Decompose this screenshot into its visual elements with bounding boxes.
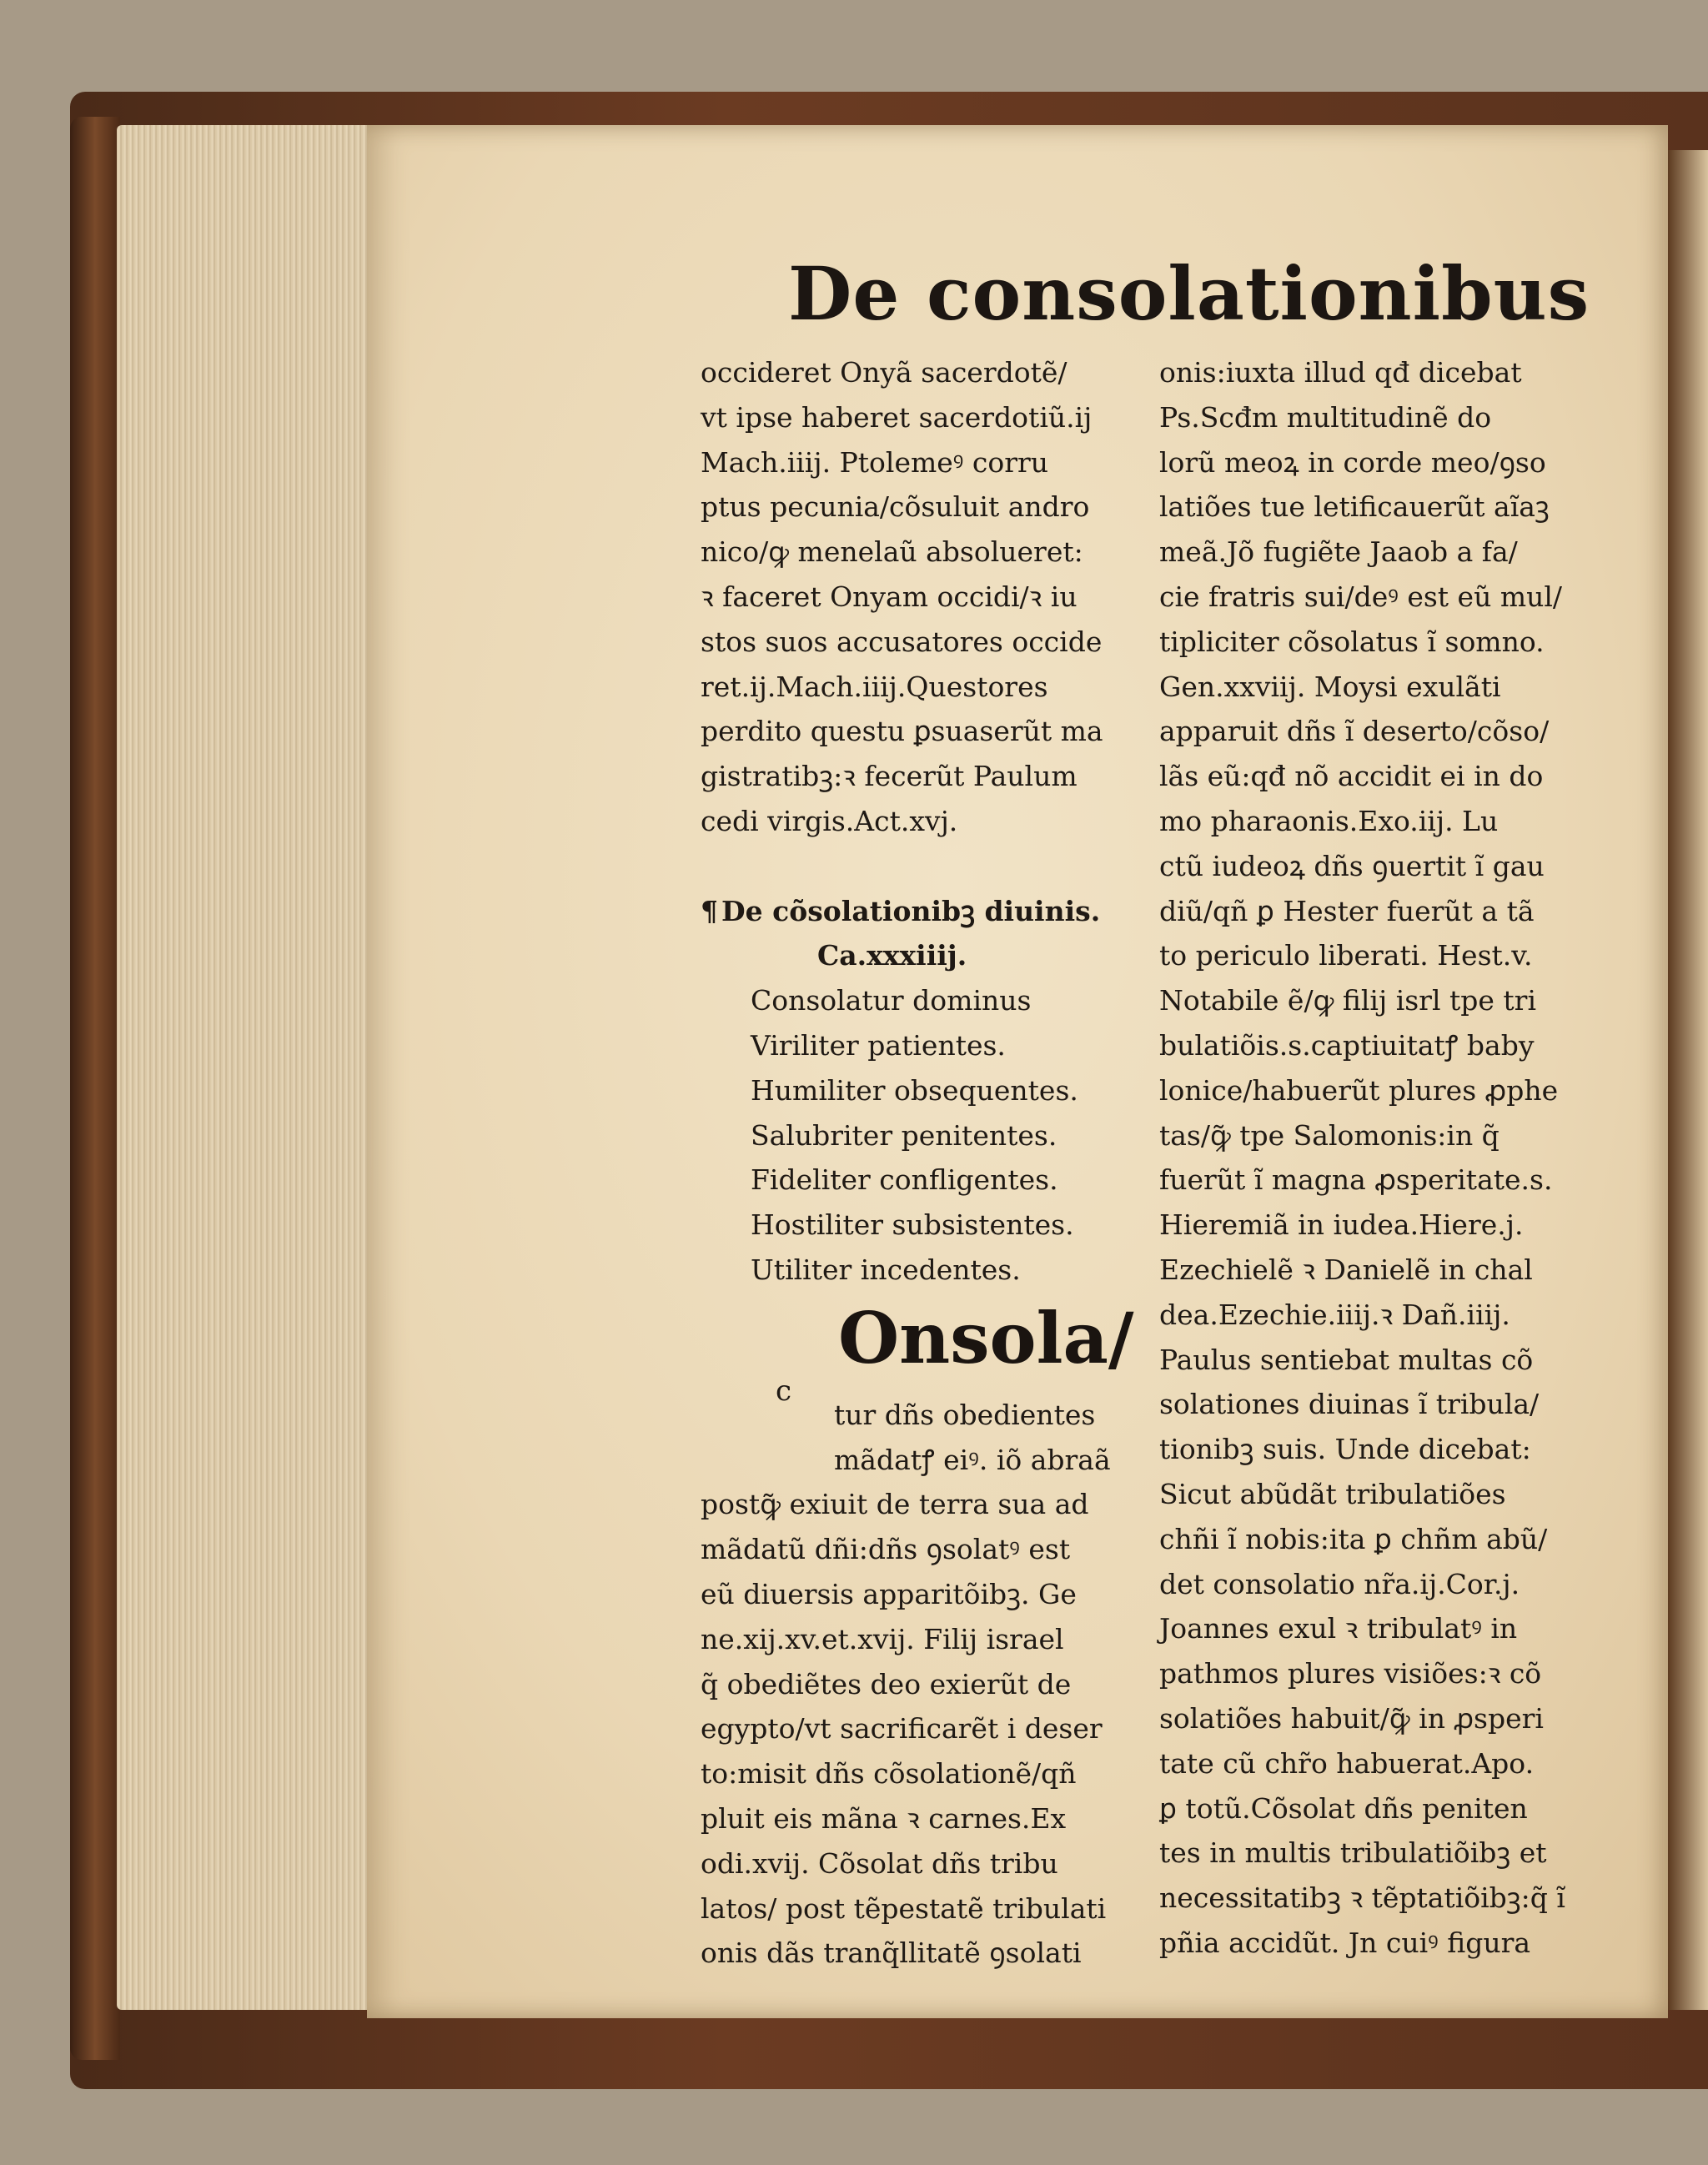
text-line: lorũ meoꝝ in corde meo/ꝯso <box>1159 445 1546 479</box>
text-line: Mach.iiij. Ptolemeꝰ corru <box>701 445 1049 479</box>
text-line: q̃ obediẽtes deo exierũt de <box>701 1667 1072 1700</box>
text-line: tes in multis tribulatiõibꝫ et <box>1159 1836 1547 1870</box>
right-column-lines <box>1159 350 1593 1966</box>
left-top-lines <box>701 350 1134 844</box>
guide-letter: c <box>776 1374 792 1408</box>
text-line: ꝛ faceret Onyam occidi/ꝛ iu <box>701 580 1078 613</box>
text-line: dea.Ezechie.iiij.ꝛ Dañ.iiij. <box>1159 1298 1510 1331</box>
list-item: Viriliter patientes. <box>751 1028 1006 1062</box>
list-item: Fideliter confligentes. <box>751 1163 1058 1197</box>
text-line: pñia accidũt. Jn cuiꝰ figura <box>1159 1926 1531 1959</box>
right-column <box>1159 350 1593 1966</box>
text-line: mo pharaonis.Exo.iij. Lu <box>1159 804 1499 837</box>
text-line: to periculo liberati. Hest.v. <box>1159 939 1533 972</box>
text-line: tionibꝫ suis. Unde dicebat: <box>1159 1433 1531 1466</box>
text-line: Ps.Scđm multitudinẽ do <box>1159 400 1492 434</box>
text-line: to:misit dñs cõsolationẽ/qñ <box>701 1757 1077 1791</box>
text-line: pluit eis mãna ꝛ carnes.Ex <box>701 1801 1067 1835</box>
text-line: Hieremiã in iudea.Hiere.j. <box>1159 1208 1524 1242</box>
text-line: occideret Onyã sacerdotẽ/ <box>701 356 1068 389</box>
text-line: egypto/vt sacrificarẽt i deser <box>701 1712 1103 1746</box>
text-line: bulatiõis.s.captiuitatꝭ baby <box>1159 1028 1535 1062</box>
text-line: eũ diuersis apparitõibꝫ. Ge <box>701 1577 1077 1610</box>
left-bottom-lines <box>701 1482 1134 1976</box>
text-line: Joannes exul ꝛ tribulatꝰ in <box>1159 1612 1518 1645</box>
text-line: postꝙ̃ exiuit de terra sua ad <box>701 1488 1089 1521</box>
list-intro: Consolatur dominus <box>751 984 1032 1017</box>
text-line: cedi virgis.Act.xvj. <box>701 804 958 837</box>
text-line: tur dñs obedientes <box>834 1398 1096 1431</box>
text-line: ctũ iudeoꝝ dñs ꝯuertit ĩ gau <box>1159 849 1545 882</box>
text-line: necessitatibꝫ ꝛ tẽptatiõibꝫ:q̃ ĩ <box>1159 1881 1565 1915</box>
text-line: mãdatꝭ eiꝰ. iõ abraã <box>834 1443 1111 1476</box>
text-line: ne.xij.xv.et.xvij. Filij israel <box>701 1622 1064 1655</box>
text-line: ret.ij.Mach.iiij.Questores <box>701 670 1048 703</box>
text-line: apparuit dñs ĩ deserto/cõso/ <box>1159 715 1550 748</box>
text-line: Gen.xxviij. Moysi exulãti <box>1159 670 1501 703</box>
text-line: latos/ post tẽpestatẽ tribulati <box>701 1891 1107 1925</box>
lines-after-initial <box>701 1393 1134 1483</box>
page-edges <box>117 125 375 2010</box>
text-line: solationes diuinas ĩ tribula/ <box>1159 1388 1540 1421</box>
text-line: cie fratris sui/deꝰ est eũ mul/ <box>1159 580 1563 613</box>
text-line: onis:iuxta illud qđ dicebat <box>1159 356 1522 389</box>
text-line: solatiões habuit/ꝙ̃ in ꝓsperi <box>1159 1701 1544 1735</box>
text-line: nico/ꝙ menelaũ absolueret: <box>701 535 1083 569</box>
text-line: meã.Jõ fugiẽte Jaaob a fa/ <box>1159 535 1518 569</box>
text-line: ptus pecunia/cõsuluit andro <box>701 490 1090 524</box>
decorated-initial-block <box>701 1293 1134 1408</box>
text-line: diũ/qñ ꝑ Hester fuerũt a tã <box>1159 894 1535 927</box>
text-line: latiões tue letificauerũt aĩaꝫ <box>1159 490 1550 524</box>
text-line: tate cũ chr̃o habuerat.Apo. <box>1159 1746 1535 1780</box>
text-line: Paulus sentiebat multas cõ <box>1159 1343 1534 1376</box>
chapter-number: Ca.xxxiiij. <box>817 939 967 972</box>
text-line: vt ipse haberet sacerdotiũ.ij <box>701 400 1093 434</box>
text-line: tas/ꝙ̃ tpe Salomonis:in q̃ <box>1159 1118 1500 1152</box>
text-line: stos suos accusatores occide <box>701 625 1103 658</box>
text-line: chñi ĩ nobis:ita ꝑ chñm abũ/ <box>1159 1522 1548 1555</box>
left-column <box>701 350 1134 1976</box>
text-line: odi.xvij. Cõsolat dñs tribu <box>701 1846 1058 1880</box>
text-line: perdito questu ꝑsuaserũt ma <box>701 715 1103 748</box>
list-item: Salubriter penitentes. <box>751 1118 1057 1152</box>
text-line: Ezechielẽ ꝛ Danielẽ in chal <box>1159 1253 1533 1286</box>
text-line: lãs eũ:qđ nõ accidit ei in do <box>1159 760 1544 793</box>
list-item: Utiliter incedentes. <box>751 1253 1021 1286</box>
list-item: Humiliter obsequentes. <box>751 1073 1078 1107</box>
decorated-initial-word: Onsola/ <box>838 1296 1134 1379</box>
text-line: fuerũt ĩ magna ꝓsperitate.s. <box>1159 1163 1553 1197</box>
book-spine <box>70 117 120 2060</box>
text-line: ꝑ totũ.Cõsolat dñs peniten <box>1159 1791 1528 1825</box>
text-line: pathmos plures visiões:ꝛ cõ <box>1159 1657 1542 1690</box>
text-line: lonice/habuerũt plures ꝓphe <box>1159 1073 1559 1107</box>
text-line: Sicut abũdãt tribulatiões <box>1159 1477 1506 1510</box>
text-line: det consolatio nr̃a.ij.Cor.j. <box>1159 1567 1520 1600</box>
text-line: onis dãs tranq̃llitatẽ ꝯsolati <box>701 1936 1082 1970</box>
text-line: Notabile ẽ/ꝙ filij isrl tpe tri <box>1159 984 1536 1017</box>
list-item: Hostiliter subsistentes. <box>751 1208 1074 1242</box>
text-line: mãdatũ dñi:dñs ꝯsolatꝰ est <box>701 1533 1071 1566</box>
running-header: De consolationibus <box>788 250 1590 337</box>
chapter-heading: ¶ De cõsolationibꝫ diuinis. <box>701 894 1101 927</box>
facing-page-edge <box>1668 150 1708 2010</box>
text-line: tipliciter cõsolatus ĩ somno. <box>1159 625 1545 658</box>
pilcrow-mark: ¶ <box>701 894 718 927</box>
paragraph-gap <box>701 844 1134 889</box>
virtues-list <box>701 1023 1134 1293</box>
text-line: gistratibꝫ:ꝛ fecerũt Paulum <box>701 760 1078 793</box>
